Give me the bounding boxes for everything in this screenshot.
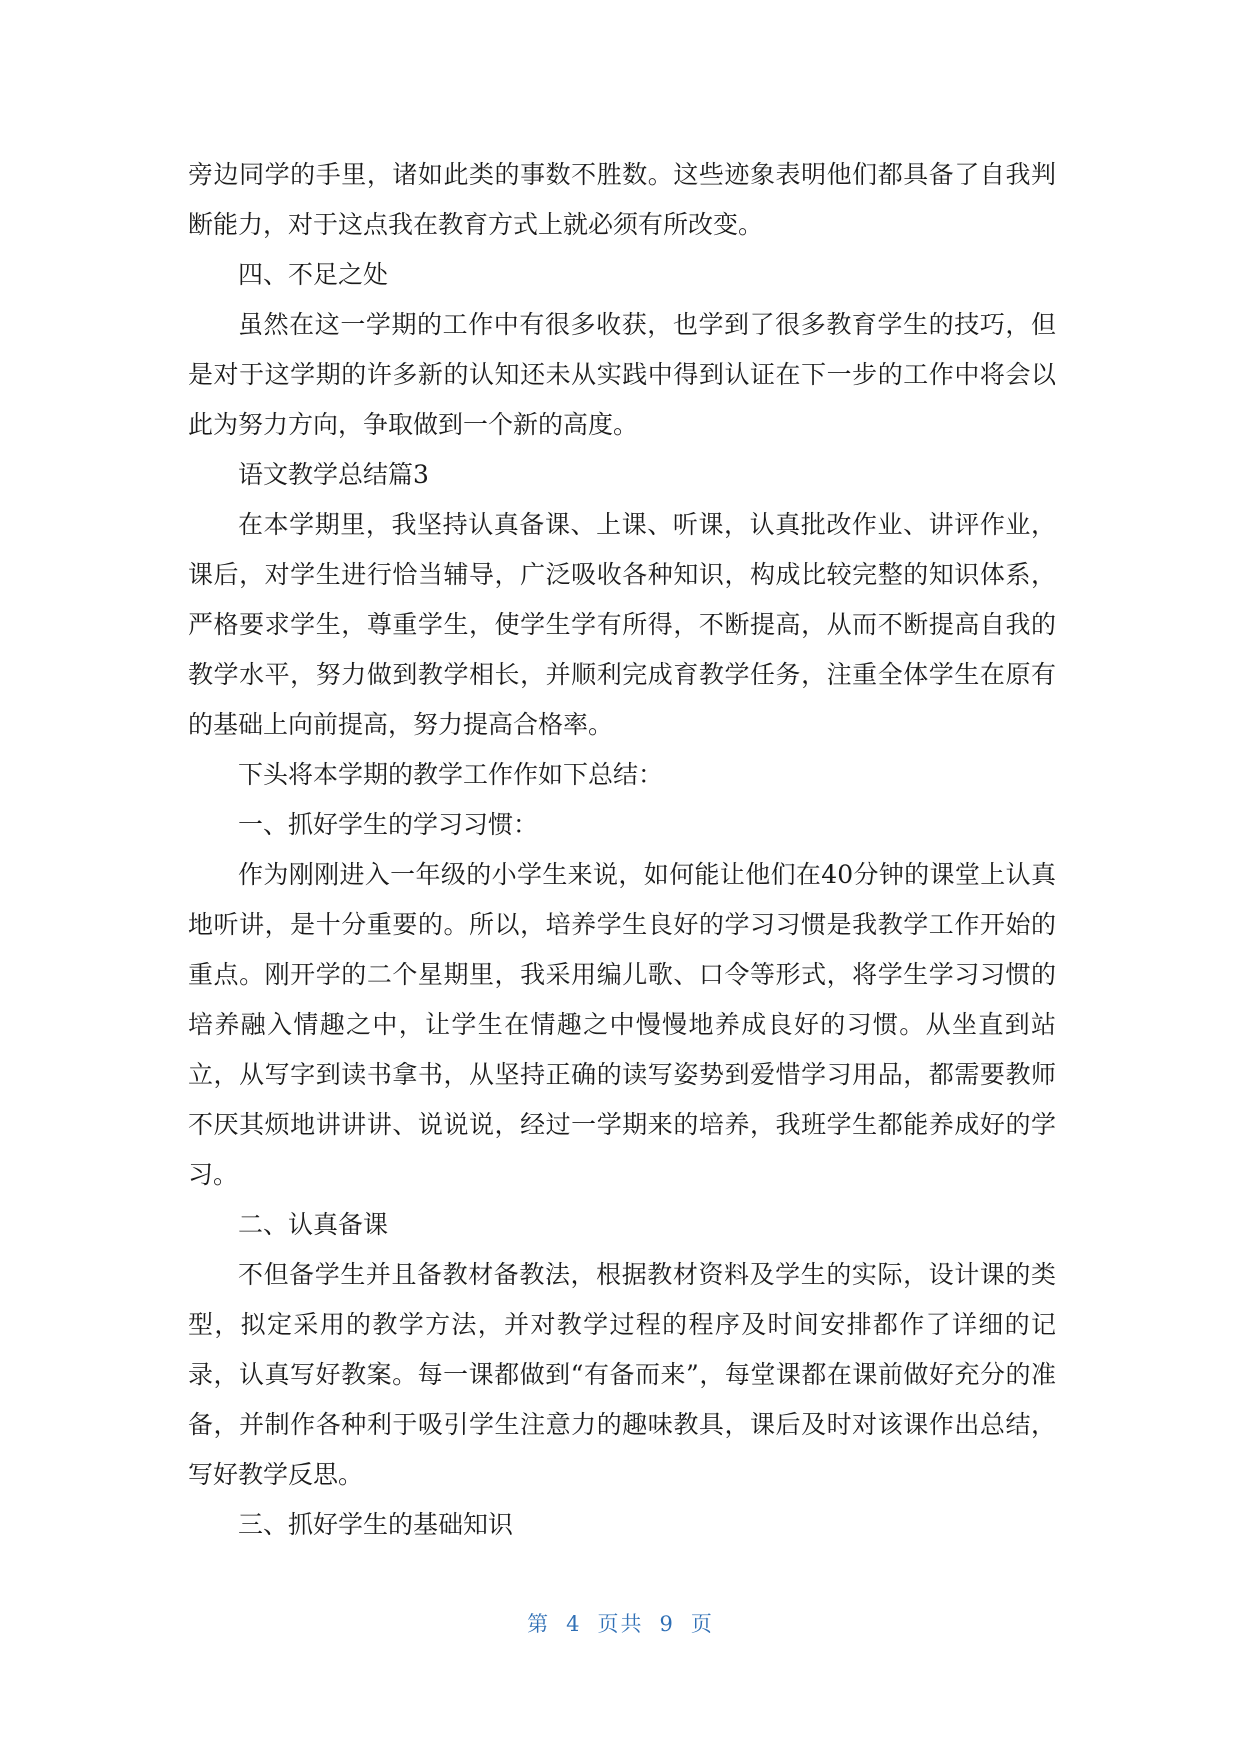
footer-prefix: 第 xyxy=(527,1612,551,1636)
current-page-number: 4 xyxy=(566,1612,582,1636)
paragraph: 作为刚刚进入一年级的小学生来说，如何能让他们在40分钟的课堂上认真地听讲，是十分重要的。所以，培养学生良好的学习习惯是我教学工作开始的重点。刚开学的二个星期里，我采用编儿歌、口令等形式，将学生学习习惯的培养融入情趣之中，让学生在情趣之中慢慢地养成良好的习惯。从坐直到站立，从写字到读书拿书，从坚持正确的读写姿势到爱惜学习用品，都需要教师不厌其烦地讲讲讲、说说说，经过一学期来的培养，我班学生都能养成好的学习。 xyxy=(188,860,1056,1189)
paragraph: 下头将本学期的教学工作作如下总结： xyxy=(238,760,664,789)
paragraph: 虽然在这一学期的工作中有很多收获，也学到了很多教育学生的技巧，但是对于这学期的许多新的认知还未从实践中得到认证在下一步的工作中将会以此为努力方向，争取做到一个新的高度。 xyxy=(188,310,1056,439)
document-body xyxy=(188,150,1056,1550)
paragraph: 在本学期里，我坚持认真备课、上课、听课，认真批改作业、讲评作业，课后，对学生进行恰当辅导，广泛吸收各种知识，构成比较完整的知识体系，严格要求学生，尊重学生，使学生学有所得，不断提高，从而不断提高自我的教学水平，努力做到教学相长，并顺利完成育教学任务，注重全体学生在原有的基础上向前提高，努力提高合格率。 xyxy=(188,510,1056,739)
article-title: 语文教学总结篇3 xyxy=(238,460,429,489)
section-heading: 四、不足之处 xyxy=(238,260,389,289)
footer-middle: 页共 xyxy=(597,1612,644,1636)
section-heading: 二、认真备课 xyxy=(238,1210,389,1239)
footer-suffix: 页 xyxy=(690,1612,714,1636)
page-number-footer xyxy=(0,1608,1241,1638)
total-pages-number: 9 xyxy=(659,1612,675,1636)
section-heading: 一、抓好学生的学习习惯： xyxy=(238,810,539,839)
section-heading: 三、抓好学生的基础知识 xyxy=(238,1510,514,1539)
paragraph: 不但备学生并且备教材备教法，根据教材资料及学生的实际，设计课的类型，拟定采用的教学方法，并对教学过程的程序及时间安排都作了详细的记录，认真写好教案。每一课都做到“有备而来”，每堂课都在课前做好充分的准备，并制作各种利于吸引学生注意力的趣味教具，课后及时对该课作出总结，写好教学反思。 xyxy=(188,1260,1056,1489)
paragraph: 旁边同学的手里，诸如此类的事数不胜数。这些迹象表明他们都具备了自我判断能力，对于这点我在教育方式上就必须有所改变。 xyxy=(188,160,1056,239)
